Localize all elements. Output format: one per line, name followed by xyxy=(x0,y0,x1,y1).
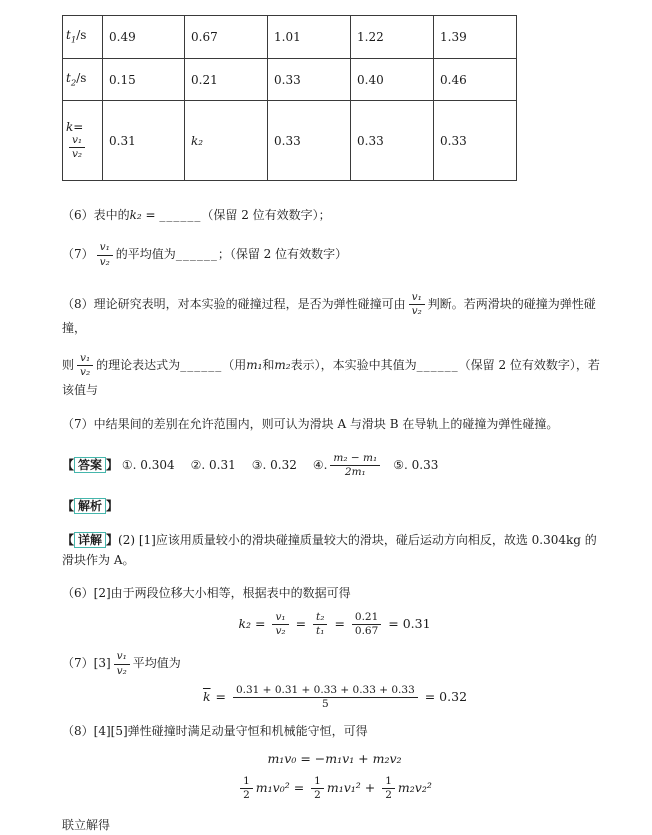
q8-text-6: 和 xyxy=(262,358,275,373)
fraction-denominator: 0.67 xyxy=(354,625,379,638)
fraction-denominator: 2 xyxy=(243,789,250,802)
q8-text-4: 的理论表达式为 xyxy=(96,358,181,373)
table-cell: 0.67 xyxy=(185,16,268,59)
eq-equals: = xyxy=(291,616,311,632)
fraction-numerator: v₁ xyxy=(69,134,85,148)
analysis-tag: 解析 xyxy=(74,498,106,514)
answer-item-3: ③. 0.32 xyxy=(251,458,297,473)
table-cell: 0.40 xyxy=(351,59,434,101)
fraction-v1-v2 xyxy=(97,241,113,268)
q7-number: （7） xyxy=(62,247,94,262)
table-row-t1 xyxy=(63,16,517,59)
fraction-v1-v2 xyxy=(69,134,85,161)
footer-text: 联立解得 xyxy=(62,817,111,832)
q8-text-9: （7）中结果间的差别在允许范围内，则可认为滑块 A 与滑块 B 在导轨上的碰撞为弹性碰撞。 xyxy=(62,416,559,431)
fraction-one-half xyxy=(382,775,395,802)
fraction-denominator: v₂ xyxy=(275,625,286,638)
fraction-numerator: m₂ − m₁ xyxy=(330,452,380,466)
fraction-numerator: v₁ xyxy=(77,352,93,366)
analysis-line xyxy=(62,496,607,516)
q7-note: ；（保留 2 位有效数字） xyxy=(217,247,348,262)
table-cell: 1.01 xyxy=(268,16,351,59)
q8-blank-1: ______ xyxy=(180,358,223,373)
table-row-k xyxy=(63,101,517,181)
fraction-numerator: t₂ xyxy=(313,611,327,625)
table-row-t2 xyxy=(63,59,517,101)
q8-text-5: （用 xyxy=(222,358,247,373)
q7-blank: ______ xyxy=(175,247,218,262)
row-label-k xyxy=(63,101,103,181)
answer-item-4-label: ④. xyxy=(312,458,328,473)
fraction-numerator: 1 xyxy=(382,775,395,789)
fraction-numerator: v₁ xyxy=(114,650,130,664)
fraction-t2-t1 xyxy=(313,611,327,638)
fraction-m2-m1-over-2m1 xyxy=(330,452,380,479)
fraction-numerator: v₁ xyxy=(272,611,288,625)
q6-text: （6）表中的 xyxy=(62,208,130,222)
eq-equals: = xyxy=(251,616,270,632)
table-cell: 0.15 xyxy=(103,59,185,101)
question-8-para-2 xyxy=(62,352,607,400)
solution-8-label xyxy=(62,721,607,741)
fraction-denominator: v₂ xyxy=(80,366,91,379)
question-8-para-3 xyxy=(62,414,607,434)
row-label-t2 xyxy=(63,59,103,101)
measurement-table xyxy=(62,15,517,181)
q8-blank-2: ______ xyxy=(416,358,459,373)
solution-6-text: （6）[2]由于两段位移大小相等，根据表中的数据可得 xyxy=(62,585,351,600)
fraction-one-half xyxy=(311,775,324,802)
var-t2-sub: 2 xyxy=(70,78,77,89)
table-cell: 0.31 xyxy=(103,101,185,181)
fraction-numerator: 1 xyxy=(311,775,324,789)
row-label-t1 xyxy=(63,16,103,59)
analysis-bracket-close: 】 xyxy=(106,498,119,513)
fraction-numerator: 0.31 + 0.31 + 0.33 + 0.33 + 0.33 xyxy=(233,684,418,698)
q8-text-8: （保留 2 位有效数字），若该值与 xyxy=(62,358,600,397)
var-t1-sub: 1 xyxy=(70,35,77,46)
equals-sign: = xyxy=(73,119,84,134)
fraction-numerator: 0.21 xyxy=(352,611,381,625)
table-cell: 0.46 xyxy=(434,59,517,101)
fraction-denominator: v₂ xyxy=(116,664,127,677)
fraction-denominator: 2m₁ xyxy=(344,466,366,479)
eq-kbar: $\overline{k}$ xyxy=(202,688,211,704)
eq-equals: = xyxy=(330,616,349,632)
solution-7-text-2: 平均值为 xyxy=(132,656,181,671)
eq-momentum-text: m₁v₀ = −m₁v₁ + m₂v₂ xyxy=(267,751,402,767)
q8-text-1: （8）理论研究表明，对本实验的碰撞过程，是否为弹性碰撞可由 xyxy=(62,296,406,311)
detail-text: (2) [1]应该用质量较小的滑块碰撞质量较大的滑块，碰后运动方向相反，故选 0.304kg 的滑块作为 A。 xyxy=(62,532,597,568)
eq-energy-term-3: m₂v₂² xyxy=(397,780,432,796)
eq-k2-lhs: k₂ xyxy=(238,616,252,632)
q8-m1-symbol: m₁ xyxy=(246,358,263,373)
detail-bracket-open: 【 xyxy=(62,532,75,547)
answer-bracket-open: 【 xyxy=(62,458,75,473)
fraction-v1-v2 xyxy=(114,650,130,677)
answer-item-5: ⑤. 0.33 xyxy=(393,458,439,473)
fraction-denominator: 2 xyxy=(314,789,321,802)
var-t1: t xyxy=(66,28,71,43)
table-cell: 0.49 xyxy=(103,16,185,59)
equation-momentum xyxy=(62,749,607,769)
var-t2: t xyxy=(66,70,71,85)
fraction-denominator: 5 xyxy=(322,697,329,710)
table-cell-k2: k₂ xyxy=(185,101,268,181)
detail-bracket-close: 】 xyxy=(106,532,119,547)
equation-k2 xyxy=(62,611,607,638)
q8-text-3: 则 xyxy=(62,358,75,373)
question-8-para-1 xyxy=(62,291,607,339)
table-cell: 0.33 xyxy=(268,101,351,181)
fraction-v1-v2 xyxy=(409,291,425,318)
eq-equals: = xyxy=(211,688,230,704)
equation-average xyxy=(62,684,607,711)
eq-result: = 0.32 xyxy=(420,688,468,704)
fraction-v1-v2 xyxy=(77,352,93,379)
fraction-denominator: 2 xyxy=(385,789,392,802)
fraction-numerator: v₁ xyxy=(97,241,113,255)
unit-t2: /s xyxy=(76,70,87,85)
fraction-denominator: t₁ xyxy=(316,625,325,638)
table-cell: 0.33 xyxy=(351,101,434,181)
fraction-average xyxy=(233,684,418,711)
solution-8-text: （8）[4][5]弹性碰撞时满足动量守恒和机械能守恒，可得 xyxy=(62,723,368,738)
fraction-numerator: v₁ xyxy=(409,291,425,305)
answer-bracket-close: 】 xyxy=(106,458,119,473)
fraction-denominator: v₂ xyxy=(72,148,83,160)
detail-tag: 详解 xyxy=(74,532,106,548)
solution-6-label xyxy=(62,583,607,603)
answer-item-2: ②. 0.31 xyxy=(190,458,236,473)
q8-text-2: 判断。若两滑块的碰撞为弹性碰撞， xyxy=(62,296,596,335)
solution-7-text: （7）[3] xyxy=(62,656,111,671)
fraction-one-half xyxy=(240,775,253,802)
fraction-denominator: v₂ xyxy=(99,255,110,268)
table-cell: 0.33 xyxy=(434,101,517,181)
question-6-line xyxy=(62,205,607,225)
q8-m2-symbol: m₂ xyxy=(274,358,291,373)
answer-item-1: ①. 0.304 xyxy=(121,458,175,473)
answer-line xyxy=(62,452,607,479)
detail-paragraph xyxy=(62,530,607,571)
analysis-bracket-open: 【 xyxy=(62,498,75,513)
fraction-numerator: 1 xyxy=(240,775,253,789)
answer-tag: 答案 xyxy=(74,457,106,473)
equation-energy xyxy=(62,775,607,802)
q6-equals: = xyxy=(141,208,160,222)
q6-note: （保留 2 位有效数字）； xyxy=(201,208,331,222)
fraction-v1-v2 xyxy=(272,611,288,638)
unit-t1: /s xyxy=(76,28,87,43)
q6-k2-symbol: k₂ xyxy=(129,208,142,222)
table-cell: 1.22 xyxy=(351,16,434,59)
fraction-denominator: v₂ xyxy=(411,304,422,317)
eq-energy-term-2: m₁v₁² + xyxy=(326,780,380,796)
q8-text-7: 表示），本实验中其值为 xyxy=(290,358,417,373)
solution-7-label xyxy=(62,650,607,677)
footer-note xyxy=(62,815,607,835)
table-cell: 0.33 xyxy=(268,59,351,101)
fraction-021-067 xyxy=(352,611,381,638)
table-cell: 0.21 xyxy=(185,59,268,101)
table-cell: 1.39 xyxy=(434,16,517,59)
question-7-line xyxy=(62,241,607,268)
eq-result: = 0.31 xyxy=(384,616,431,632)
q7-text: 的平均值为 xyxy=(115,247,176,262)
var-k: k xyxy=(66,119,74,134)
q6-blank: ______ xyxy=(159,208,202,222)
eq-energy-term-1: m₁v₀² = xyxy=(255,780,309,796)
